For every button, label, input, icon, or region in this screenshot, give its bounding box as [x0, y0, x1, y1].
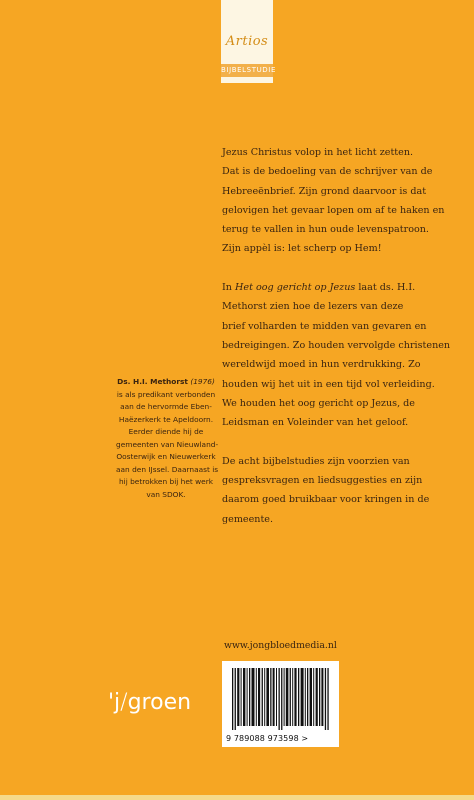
text-line: De acht bijbelstudies zijn voorzien van	[222, 455, 410, 467]
text-line: Hebreeënbrief. Zijn grond daarvoor is dat	[222, 185, 427, 197]
series-label: BIJBELSTUDIE	[221, 64, 273, 77]
publisher-name: groen	[127, 690, 192, 715]
paragraph-intro	[222, 143, 454, 259]
back-cover-text	[222, 143, 454, 548]
author-year: (1976)	[190, 377, 215, 386]
bio-line: aan den IJssel. Daarnaast is	[116, 464, 219, 474]
bio-line: Oosterwijk en Nieuwerkerk	[116, 452, 216, 461]
bio-line: Eerder diende hij de	[128, 427, 204, 436]
text-line: wereldwijd moed in hun verdrukking. Zo	[222, 359, 421, 371]
bio-line: hij betrokken bij het werk	[118, 477, 214, 486]
book-title: Het oog gericht op Jezus	[235, 282, 356, 294]
text-line: Methorst zien hoe de lezers van deze	[222, 301, 404, 313]
publisher-website: www.jongbloedmedia.nl	[224, 640, 337, 651]
bio-line: van SDOK.	[146, 489, 186, 499]
text-line: We houden het oog gericht op Jezus, de	[222, 397, 415, 409]
bio-line: is als predikant verbonden	[116, 389, 216, 399]
text-prefix: In	[222, 282, 236, 294]
author-name: Ds. H.I. Methorst	[117, 377, 188, 386]
barcode-bars	[232, 668, 332, 730]
author-bio	[116, 376, 219, 501]
text-line: Dat is de bedoeling van de schrijver van de	[222, 166, 433, 178]
isbn-digits: 9 789088 973598 >	[226, 734, 309, 743]
text-line: gemeente.	[222, 513, 274, 525]
text-line: Leidsman en Voleinder van het geloof.	[222, 417, 409, 429]
paragraph-studies	[222, 452, 454, 529]
publisher-slash: /	[120, 690, 128, 715]
series-tab	[221, 0, 276, 83]
bio-line: gemeenten van Nieuwland-	[116, 439, 219, 449]
text-line: houden wij het uit in een tijd vol verleiding.	[222, 378, 435, 390]
text-line: Zijn appèl is: let scherp op Hem!	[222, 243, 382, 255]
paragraph-book	[222, 278, 454, 432]
publisher-mark: 'j	[108, 690, 121, 715]
text-line: gespreksvragen en liedsuggesties en zijn	[222, 475, 423, 487]
text-line: bedreigingen. Zo houden vervolgde christenen	[222, 339, 451, 351]
text-line: daarom goed bruikbaar voor kringen in de	[222, 494, 430, 506]
author-heading	[116, 376, 216, 389]
text-rest: laat ds. H.I.	[355, 282, 416, 294]
text-line: terug te vallen in hun oude levenspatroon.	[222, 224, 429, 236]
text-line: gelovigen het gevaar lopen om af te haken en	[222, 204, 445, 216]
isbn-barcode	[222, 661, 339, 747]
text-line	[222, 278, 454, 297]
publisher-logo	[108, 690, 191, 715]
text-line: Jezus Christus volop in het licht zetten.	[222, 147, 414, 158]
series-logo: Artios	[225, 34, 269, 49]
bio-line: Haëzerkerk te Apeldoorn.	[118, 414, 214, 424]
bio-line: aan de hervormde Eben-	[120, 402, 212, 411]
text-line: brief volharden te midden van gevaren en	[222, 320, 427, 332]
bottom-edge-strip	[0, 795, 474, 800]
